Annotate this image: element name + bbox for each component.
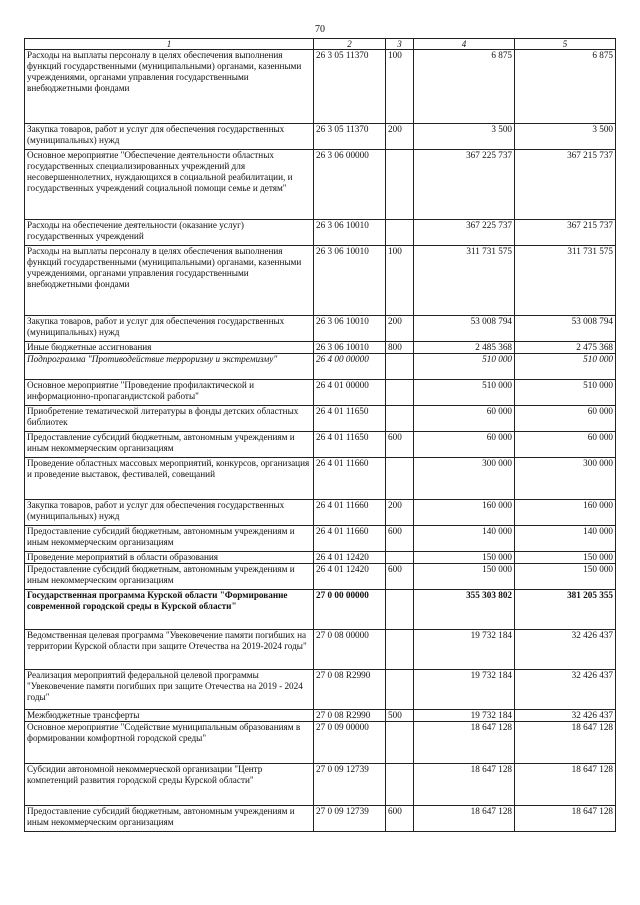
row-code-cell: 26 4 01 11660 [314, 458, 386, 500]
table-row [25, 670, 616, 710]
table-row [25, 380, 616, 406]
row-amount-year1-cell: 3 500 [414, 124, 515, 150]
row-name-cell: Предоставление субсидий бюджетным, автономным учреждениям и иным некоммерческим организациям [25, 806, 314, 832]
row-name-cell: Реализация мероприятий федеральной целевой программы "Увековечение памяти погибших при защите Отечества на 2019 - 2024 годы" [25, 670, 314, 710]
row-name-cell: Основное мероприятие "Содействие муниципальным образованиям в формировании комфортной городской среды" [25, 722, 314, 764]
header-col-2: 2 [314, 39, 386, 50]
row-amount-year2-cell: 18 647 128 [515, 722, 616, 764]
row-expense-type-cell: 600 [386, 526, 414, 552]
row-code-cell: 27 0 08 R2990 [314, 670, 386, 710]
row-amount-year1-cell: 510 000 [414, 380, 515, 406]
row-name-cell: Проведение областных массовых мероприятий, конкурсов, организация и проведение выставок, фестивалей, совещаний [25, 458, 314, 500]
table-row [25, 316, 616, 342]
row-amount-year2-cell: 300 000 [515, 458, 616, 500]
table-row [25, 458, 616, 500]
row-name-cell: Государственная программа Курской области "Формирование современной городской среды в Курской области" [25, 590, 314, 630]
row-expense-type-cell: 600 [386, 564, 414, 590]
row-code-cell: 27 0 00 00000 [314, 590, 386, 630]
table-row [25, 722, 616, 764]
table-row [25, 124, 616, 150]
row-code-cell: 26 4 01 11660 [314, 500, 386, 526]
row-amount-year1-cell: 53 008 794 [414, 316, 515, 342]
row-name-cell: Иные бюджетные ассигнования [25, 342, 314, 354]
row-amount-year2-cell: 32 426 437 [515, 670, 616, 710]
row-amount-year2-cell: 60 000 [515, 432, 616, 458]
row-code-cell: 26 3 05 11370 [314, 50, 386, 124]
row-amount-year2-cell: 150 000 [515, 564, 616, 590]
row-expense-type-cell: 200 [386, 124, 414, 150]
row-amount-year1-cell: 60 000 [414, 406, 515, 432]
budget-table [24, 38, 616, 832]
row-expense-type-cell [386, 722, 414, 764]
row-amount-year1-cell: 18 647 128 [414, 722, 515, 764]
row-name-cell: Субсидии автономной некоммерческой организации "Центр компетенций развития городской среды Курской области" [25, 764, 314, 806]
row-amount-year1-cell: 2 485 368 [414, 342, 515, 354]
table-row [25, 564, 616, 590]
row-amount-year2-cell: 6 875 [515, 50, 616, 124]
row-amount-year1-cell: 367 225 737 [414, 150, 515, 220]
table-row [25, 342, 616, 354]
row-code-cell: 26 3 06 10010 [314, 316, 386, 342]
table-row [25, 526, 616, 552]
row-expense-type-cell [386, 552, 414, 564]
row-expense-type-cell: 100 [386, 246, 414, 316]
row-amount-year1-cell: 18 647 128 [414, 806, 515, 832]
row-amount-year2-cell: 2 475 368 [515, 342, 616, 354]
row-expense-type-cell: 800 [386, 342, 414, 354]
row-expense-type-cell: 600 [386, 432, 414, 458]
row-name-cell: Подпрограмма "Противодействие терроризму и экстремизму" [25, 354, 314, 380]
row-code-cell: 26 3 06 10010 [314, 342, 386, 354]
row-code-cell: 26 4 01 12420 [314, 552, 386, 564]
row-name-cell: Ведомственная целевая программа "Увековечение памяти погибших на территории Курской области при защите Отечества на 2019-2024 годы" [25, 630, 314, 670]
row-name-cell: Предоставление субсидий бюджетным, автономным учреждениям и иным некоммерческим организациям [25, 432, 314, 458]
row-amount-year1-cell: 510 000 [414, 354, 515, 380]
row-amount-year1-cell: 355 303 802 [414, 590, 515, 630]
row-code-cell: 27 0 08 00000 [314, 630, 386, 670]
row-amount-year2-cell: 18 647 128 [515, 806, 616, 832]
row-amount-year2-cell: 510 000 [515, 380, 616, 406]
header-col-4: 4 [414, 39, 515, 50]
row-name-cell: Закупка товаров, работ и услуг для обеспечения государственных (муниципальных) нужд [25, 124, 314, 150]
row-amount-year1-cell: 300 000 [414, 458, 515, 500]
row-amount-year1-cell: 19 732 184 [414, 710, 515, 722]
row-amount-year2-cell: 140 000 [515, 526, 616, 552]
table-row [25, 500, 616, 526]
row-amount-year2-cell: 367 215 737 [515, 220, 616, 246]
row-code-cell: 26 4 01 11650 [314, 432, 386, 458]
row-expense-type-cell [386, 380, 414, 406]
row-name-cell: Основное мероприятие "Обеспечение деятельности областных государственных специализированных учреждений для несовершеннолетних, нуждающихся в социальной реабилитации, и государственных учреждений социальной помощи семье и детям" [25, 150, 314, 220]
page-number: 70 [315, 24, 325, 35]
table-row [25, 590, 616, 630]
row-amount-year2-cell: 367 215 737 [515, 150, 616, 220]
row-expense-type-cell: 600 [386, 806, 414, 832]
row-expense-type-cell [386, 630, 414, 670]
row-amount-year1-cell: 140 000 [414, 526, 515, 552]
header-col-3: 3 [386, 39, 414, 50]
row-amount-year2-cell: 60 000 [515, 406, 616, 432]
row-name-cell: Приобретение тематической литературы в фонды детских областных библиотек [25, 406, 314, 432]
table-row [25, 432, 616, 458]
row-amount-year2-cell: 32 426 437 [515, 710, 616, 722]
header-col-5: 5 [515, 39, 616, 50]
row-code-cell: 27 0 09 00000 [314, 722, 386, 764]
row-name-cell: Расходы на выплаты персоналу в целях обеспечения выполнения функций государственными (муниципальными) органами, казенными учреждениями, органами управления государственными внебюджетными фондами [25, 50, 314, 124]
row-code-cell: 27 0 09 12739 [314, 764, 386, 806]
table-row [25, 764, 616, 806]
row-amount-year1-cell: 19 732 184 [414, 670, 515, 710]
row-expense-type-cell [386, 354, 414, 380]
row-amount-year1-cell: 60 000 [414, 432, 515, 458]
row-amount-year2-cell: 381 205 355 [515, 590, 616, 630]
table-row [25, 630, 616, 670]
row-expense-type-cell [386, 406, 414, 432]
row-amount-year2-cell: 32 426 437 [515, 630, 616, 670]
table-row [25, 220, 616, 246]
row-amount-year1-cell: 19 732 184 [414, 630, 515, 670]
row-name-cell: Проведение мероприятий в области образования [25, 552, 314, 564]
row-amount-year1-cell: 150 000 [414, 552, 515, 564]
table-row [25, 806, 616, 832]
row-code-cell: 26 4 01 12420 [314, 564, 386, 590]
row-code-cell: 26 4 01 11650 [314, 406, 386, 432]
row-code-cell: 26 4 00 00000 [314, 354, 386, 380]
row-code-cell: 26 3 06 00000 [314, 150, 386, 220]
row-name-cell: Закупка товаров, работ и услуг для обеспечения государственных (муниципальных) нужд [25, 500, 314, 526]
row-name-cell: Основное мероприятие "Проведение профилактической и информационно-пропагандистской работы" [25, 380, 314, 406]
row-code-cell: 26 4 01 00000 [314, 380, 386, 406]
row-expense-type-cell: 500 [386, 710, 414, 722]
table-body [25, 50, 616, 832]
row-amount-year2-cell: 3 500 [515, 124, 616, 150]
table-row [25, 710, 616, 722]
row-amount-year2-cell: 311 731 575 [515, 246, 616, 316]
row-expense-type-cell: 200 [386, 500, 414, 526]
row-name-cell: Межбюджетные трансферты [25, 710, 314, 722]
table-header-row [25, 39, 616, 50]
row-code-cell: 26 4 01 11660 [314, 526, 386, 552]
row-code-cell: 26 3 05 11370 [314, 124, 386, 150]
row-code-cell: 26 3 06 10010 [314, 220, 386, 246]
row-amount-year1-cell: 311 731 575 [414, 246, 515, 316]
row-expense-type-cell [386, 220, 414, 246]
row-amount-year2-cell: 18 647 128 [515, 764, 616, 806]
table-row [25, 50, 616, 124]
row-expense-type-cell [386, 670, 414, 710]
row-name-cell: Расходы на выплаты персоналу в целях обеспечения выполнения функций государственными (муниципальными) органами, казенными учреждениями, органами управления государственными внебюджетными фондами [25, 246, 314, 316]
row-amount-year1-cell: 160 000 [414, 500, 515, 526]
row-expense-type-cell: 200 [386, 316, 414, 342]
row-code-cell: 27 0 09 12739 [314, 806, 386, 832]
table-row [25, 246, 616, 316]
row-amount-year2-cell: 53 008 794 [515, 316, 616, 342]
table-row [25, 552, 616, 564]
row-expense-type-cell [386, 764, 414, 806]
row-name-cell: Закупка товаров, работ и услуг для обеспечения государственных (муниципальных) нужд [25, 316, 314, 342]
row-expense-type-cell [386, 150, 414, 220]
row-name-cell: Предоставление субсидий бюджетным, автономным учреждениям и иным некоммерческим организациям [25, 526, 314, 552]
row-amount-year1-cell: 18 647 128 [414, 764, 515, 806]
row-code-cell: 26 3 06 10010 [314, 246, 386, 316]
header-col-1: 1 [25, 39, 314, 50]
table-row [25, 406, 616, 432]
row-amount-year1-cell: 150 000 [414, 564, 515, 590]
row-name-cell: Расходы на обеспечение деятельности (оказание услуг) государственных учреждений [25, 220, 314, 246]
table-row [25, 150, 616, 220]
row-amount-year1-cell: 367 225 737 [414, 220, 515, 246]
row-amount-year2-cell: 150 000 [515, 552, 616, 564]
row-code-cell: 27 0 08 R2990 [314, 710, 386, 722]
row-amount-year2-cell: 160 000 [515, 500, 616, 526]
row-amount-year1-cell: 6 875 [414, 50, 515, 124]
table-row [25, 354, 616, 380]
row-amount-year2-cell: 510 000 [515, 354, 616, 380]
row-expense-type-cell [386, 458, 414, 500]
row-expense-type-cell [386, 590, 414, 630]
row-name-cell: Предоставление субсидий бюджетным, автономным учреждениям и иным некоммерческим организациям [25, 564, 314, 590]
row-expense-type-cell: 100 [386, 50, 414, 124]
